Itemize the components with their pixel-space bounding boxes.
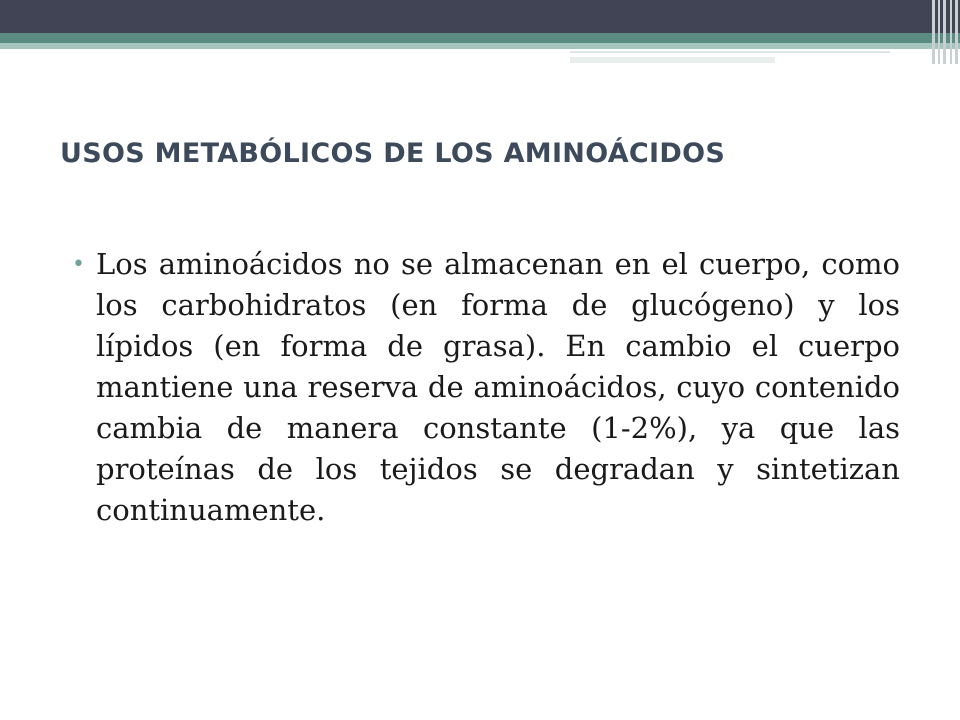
header-accent-line-secondary (570, 57, 775, 63)
slide-title: USOS METABÓLICOS DE LOS AMINOÁCIDOS (60, 138, 726, 169)
header-stripes-decoration (928, 0, 960, 64)
bullet-text: Los aminoácidos no se almacenan en el cuerpo, como los carbohidratos (en forma de glucógeno) y los lípidos (en forma de grasa). En cambio el cuerpo mantiene una reserva de aminoácidos, cuyo contenido cambia de manera constante (1-2%), ya que las proteínas de los tejidos se degradan y sintetizan continuamente. (96, 247, 900, 527)
bullet-list (72, 244, 900, 531)
header-band-teal-light (0, 43, 960, 49)
header-band-teal (0, 33, 960, 43)
header-accent-line (570, 51, 890, 53)
header-band-dark (0, 0, 960, 33)
bullet-item (72, 244, 900, 531)
bullet-dot-icon: • (72, 252, 85, 277)
